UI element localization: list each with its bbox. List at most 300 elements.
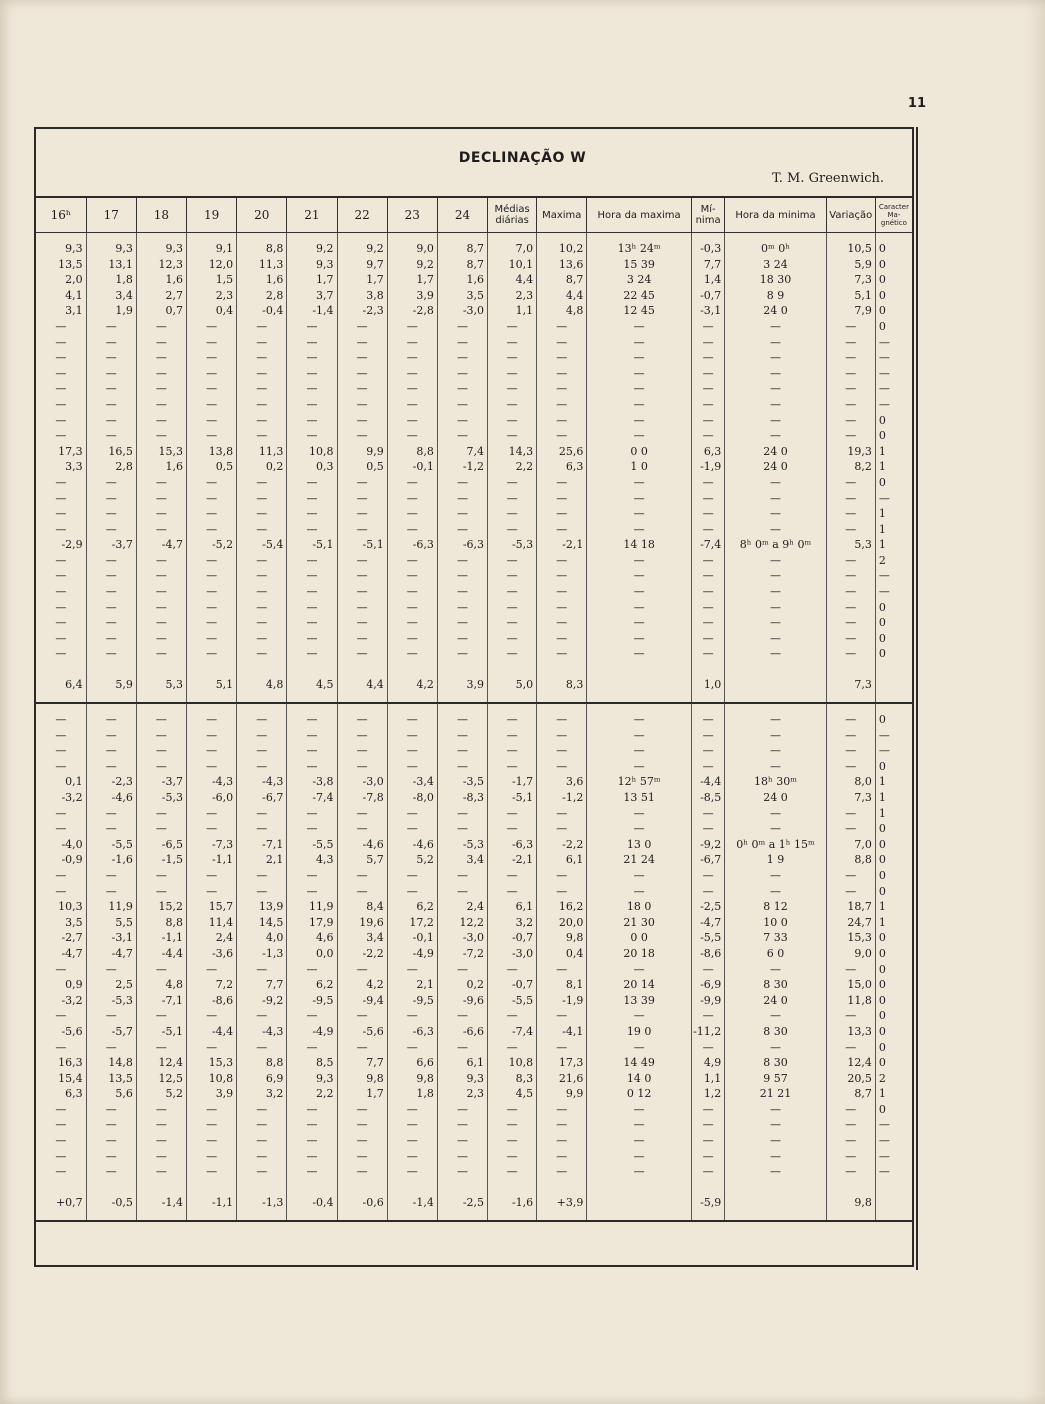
table-cell: — [587,428,692,444]
table-cell: — [691,1008,724,1024]
table-cell: — [587,381,692,397]
table-cell: — [725,319,826,335]
table-cell: — [488,806,537,822]
table-cell: — [587,1133,692,1149]
table-cell: -7,2 [437,946,487,962]
table-cell: 7,0 [826,837,875,853]
table-cell: 0,2 [437,977,487,993]
table-cell: — [537,962,587,978]
table-cell: 12ʰ 57ᵐ [587,774,692,790]
table-cell: 1,8 [86,272,136,288]
table-cell: 18 0 [587,899,692,915]
table-cell: — [488,397,537,413]
table-body [36,233,912,1221]
table-cell: 15,3 [826,930,875,946]
table-cell: — [587,712,692,728]
table-cell: 4,3 [287,852,337,868]
table-cell: — [725,553,826,569]
table-cell: 0,4 [537,946,587,962]
spacer-cell [136,703,186,712]
table-cell: — [437,868,487,884]
table-cell: — [55,413,67,427]
table-cell: 0 [875,868,912,884]
table-row [36,1133,912,1149]
table-cell: — [437,397,487,413]
table-row [36,350,912,366]
table-cell: — [826,821,875,837]
table-cell: — [826,1149,875,1165]
table-row [36,1086,912,1102]
table-row [36,303,912,319]
table-cell: — [187,584,237,600]
table-cell: — [287,491,337,507]
table-cell: — [537,646,587,662]
table-cell: — [287,631,337,647]
table-row [36,568,912,584]
table-cell: -3,0 [437,303,487,319]
table-cell: — [337,646,387,662]
table-cell: — [387,319,437,335]
table-cell: 14 18 [587,537,692,553]
table-cell: 0 [875,303,912,319]
table-row [36,1008,912,1024]
table-cell: 2,0 [65,273,83,287]
table-cell: — [488,366,537,382]
table-cell [725,1186,826,1221]
column-header: Variação [826,197,875,233]
table-cell: -5,6 [337,1024,387,1040]
table-cell: 16,3 [58,1056,83,1070]
table-cell: — [537,1164,587,1180]
table-cell: — [437,1149,487,1165]
table-cell: 24,7 [826,915,875,931]
table-cell: 4,8 [537,303,587,319]
table-cell: — [55,351,67,365]
table-cell: -6,3 [387,1024,437,1040]
table-cell: -2,8 [387,303,437,319]
table-cell: — [387,646,437,662]
table-cell: — [691,600,724,616]
table-cell: -7,1 [136,993,186,1009]
table-cell: — [337,1117,387,1133]
table-cell: — [136,728,186,744]
table-cell: — [488,1008,537,1024]
table-cell: 3,8 [337,288,387,304]
table-cell: 11,4 [187,915,237,931]
table-cell: — [691,728,724,744]
table-cell: 1,7 [287,272,337,288]
table-cell: — [488,884,537,900]
table-cell: — [237,366,287,382]
table-cell: — [136,553,186,569]
table-cell: — [187,1149,237,1165]
table-cell: — [387,568,437,584]
table-cell: -0,3 [691,241,724,257]
table-cell: — [875,491,912,507]
table-cell: — [488,1164,537,1180]
table-cell: — [387,806,437,822]
table-row [36,475,912,491]
table-cell: -4,4 [136,946,186,962]
table-cell: 0,7 [136,303,186,319]
table-cell: — [237,428,287,444]
table-cell: -2,1 [537,537,587,553]
table-row [36,319,912,335]
table-cell: — [826,1008,875,1024]
table-cell: — [691,397,724,413]
table-cell: 3,2 [488,915,537,931]
table-cell: — [691,821,724,837]
table-cell: 4,8 [136,977,186,993]
table-cell: -4,9 [287,1024,337,1040]
spacer-cell [36,233,86,242]
table-cell: — [86,413,136,429]
table-cell: 0 [875,977,912,993]
table-row [36,522,912,538]
table-cell: -1,6 [86,852,136,868]
table-cell: 4,2 [337,977,387,993]
table-cell: 2,2 [287,1086,337,1102]
table-cell: — [537,428,587,444]
table-cell: — [187,631,237,647]
table-cell: — [387,335,437,351]
table-cell: — [337,553,387,569]
table-cell: 4,5 [488,1086,537,1102]
table-cell: 0 0 [587,930,692,946]
spacer-cell [691,703,724,712]
table-cell: — [691,1149,724,1165]
table-cell: — [86,428,136,444]
table-cell: — [437,821,487,837]
table-cell: — [587,584,692,600]
table-cell: — [337,428,387,444]
table-cell: — [86,600,136,616]
table-cell: — [55,382,67,396]
table-cell: 9,2 [287,241,337,257]
table-cell: -7,1 [237,837,287,853]
table-cell: — [587,1102,692,1118]
table-cell: — [86,728,136,744]
table-cell: — [826,728,875,744]
table-cell: — [826,1133,875,1149]
table-cell: — [691,553,724,569]
table-cell: — [337,712,387,728]
table-cell: — [387,381,437,397]
spacer-cell [488,703,537,712]
table-row [36,899,912,915]
table-cell: — [337,584,387,600]
table-cell: — [237,1164,287,1180]
column-header: 24 [437,197,487,233]
table-cell: — [587,1164,692,1180]
table-cell: 14,5 [237,915,287,931]
table-cell: — [237,522,287,538]
table-cell: — [287,568,337,584]
table-cell: 10,8 [287,444,337,460]
table-cell: -6,3 [488,837,537,853]
table-cell: +0,7 [36,1186,86,1221]
spacer-cell [437,233,487,242]
table-cell: 5,0 [488,668,537,703]
table-cell: — [488,646,537,662]
table-cell: — [725,728,826,744]
table-cell: — [136,1040,186,1056]
table-cell: 2,5 [86,977,136,993]
table-cell: 1 [875,899,912,915]
table-cell: — [437,884,487,900]
table-cell: -8,5 [691,790,724,806]
table-cell: -5,5 [86,837,136,853]
table-cell: 4,2 [387,668,437,703]
table-cell: — [187,397,237,413]
table-cell: — [337,366,387,382]
table-cell: 5,9 [86,668,136,703]
table-cell: — [725,522,826,538]
table-cell: 2,8 [86,459,136,475]
table-cell: — [587,522,692,538]
table-cell: — [437,584,487,600]
table-cell: — [187,1102,237,1118]
table-cell: -3,4 [387,774,437,790]
table-cell: — [537,1133,587,1149]
table-cell: — [437,962,487,978]
table-cell: — [691,584,724,600]
table-cell: 0,2 [237,459,287,475]
table-row [36,631,912,647]
table-cell: — [187,366,237,382]
table-cell: — [337,475,387,491]
table-cell: — [187,1008,237,1024]
table-cell: 12,4 [826,1055,875,1071]
table-cell: — [136,522,186,538]
table-cell: — [826,584,875,600]
table-cell: — [337,1008,387,1024]
table-cell: — [237,584,287,600]
table-cell: 0 [875,428,912,444]
table-cell: -5,6 [61,1024,83,1038]
table-cell: 1 [875,444,912,460]
table-cell: 15,3 [136,444,186,460]
table-cell: 6,1 [488,899,537,915]
table-cell: — [55,1118,67,1132]
table-cell: — [387,475,437,491]
spacer-cell [437,703,487,712]
table-cell: 8,8 [237,241,287,257]
table-cell: — [537,1149,587,1165]
table-row [36,837,912,853]
table-cell: — [387,728,437,744]
table-cell: — [136,366,186,382]
table-cell: — [287,1040,337,1056]
table-cell: 15,7 [187,899,237,915]
table-cell: 5,7 [337,852,387,868]
table-cell: 21 24 [587,852,692,868]
table-cell: — [55,868,67,882]
table-cell: 14,8 [86,1055,136,1071]
table-cell: — [488,631,537,647]
table-cell: 8 30 [725,977,826,993]
table-cell: — [86,381,136,397]
spacer-cell [488,233,537,242]
table-cell: 1,8 [387,1086,437,1102]
table-cell: — [86,475,136,491]
table-cell: -3,8 [287,774,337,790]
table-row [36,537,912,553]
table-cell: — [875,381,912,397]
table-cell: — [387,962,437,978]
table-cell: -6,7 [691,852,724,868]
table-cell: 2 [875,553,912,569]
table-cell: 13,6 [537,257,587,273]
spacer-cell [86,703,136,712]
table-cell: — [587,1040,692,1056]
table-cell: — [187,600,237,616]
table-cell: — [337,522,387,538]
table-cell: — [287,868,337,884]
table-cell: — [725,821,826,837]
table-cell: — [826,568,875,584]
table-cell: 3,9 [437,668,487,703]
table-cell: -5,1 [287,537,337,553]
table-cell: -7,3 [187,837,237,853]
table-cell: 8,7 [537,272,587,288]
table-cell: — [237,568,287,584]
table-cell: — [488,600,537,616]
table-cell: -1,4 [287,303,337,319]
table-cell: — [136,884,186,900]
table-cell: — [387,584,437,600]
table-row [36,930,912,946]
table-cell: — [387,884,437,900]
table-cell: — [136,319,186,335]
table-cell: — [237,491,287,507]
table-cell: — [55,884,67,898]
table-cell: — [826,1102,875,1118]
table-cell: — [86,553,136,569]
table-cell: 10,5 [826,241,875,257]
table-cell: 25,6 [537,444,587,460]
table-cell: — [437,506,487,522]
table-cell: — [387,600,437,616]
table-cell: — [437,631,487,647]
table-cell: — [287,615,337,631]
table-cell: — [187,506,237,522]
table-row [36,1149,912,1165]
table-cell: -5,3 [488,537,537,553]
table-cell: — [337,884,387,900]
table-cell: -1,4 [387,1186,437,1221]
table-row [36,459,912,475]
spacer-cell [337,703,387,712]
table-cell: 12 45 [587,303,692,319]
table-cell: — [287,506,337,522]
table-cell: 4,9 [691,1055,724,1071]
table-cell: 24 0 [725,303,826,319]
spacer-cell [537,233,587,242]
table-cell: 4,5 [287,668,337,703]
table-cell: — [387,1008,437,1024]
table-cell: — [86,584,136,600]
table-cell: — [826,962,875,978]
table-cell: — [488,1117,537,1133]
table-cell: -1,1 [136,930,186,946]
table-cell: — [488,428,537,444]
table-cell: — [537,319,587,335]
table-cell: — [337,868,387,884]
column-header: 18 [136,197,186,233]
table-cell: 3,9 [387,288,437,304]
table-cell: -3,1 [691,303,724,319]
table-cell: — [587,743,692,759]
table-cell: — [136,1102,186,1118]
table-cell: 1,7 [387,272,437,288]
table-row [36,1055,912,1071]
table-cell: — [187,743,237,759]
table-cell: — [287,712,337,728]
table-cell: 21 30 [587,915,692,931]
table-cell: — [136,743,186,759]
table-cell: -4,3 [187,774,237,790]
table-cell: 6,1 [537,852,587,868]
table-cell: — [55,1040,67,1054]
table-cell: — [537,712,587,728]
table-cell: -5,9 [691,1186,724,1221]
table-cell: — [237,728,287,744]
table-cell: — [337,1164,387,1180]
table-cell: 6,3 [65,1087,83,1101]
table-cell: 5,5 [86,915,136,931]
table-cell: — [337,821,387,837]
table-cell: — [55,1009,67,1023]
table-cell: 6,6 [387,1055,437,1071]
table-cell: — [287,413,337,429]
table-cell: 7,4 [437,444,487,460]
table-cell: 5,2 [387,852,437,868]
table-cell: 2,4 [437,899,487,915]
table-cell: — [86,615,136,631]
table-cell: — [587,1149,692,1165]
table-cell: — [725,1117,826,1133]
table-cell: 8 30 [725,1024,826,1040]
table-cell: — [387,868,437,884]
table-cell: — [187,1040,237,1056]
table-cell: -2,5 [437,1186,487,1221]
table-cell: 1,7 [337,272,387,288]
table-cell: 1 [875,774,912,790]
table-cell: — [826,712,875,728]
table-cell: — [725,475,826,491]
table-cell: +3,9 [537,1186,587,1221]
table-cell: 14 0 [587,1071,692,1087]
table-cell: — [337,335,387,351]
table-cell: — [86,319,136,335]
table-cell: — [237,1133,287,1149]
table-cell: — [337,397,387,413]
table-cell: — [537,522,587,538]
table-cell: — [725,335,826,351]
table-cell: — [86,806,136,822]
table-row [36,1117,912,1133]
spacer-cell [86,233,136,242]
spacer-cell [136,233,186,242]
table-cell: — [725,568,826,584]
table-cell: 0 [875,631,912,647]
table-cell: -5,4 [237,537,287,553]
table-cell: 6,3 [537,459,587,475]
table-cell: 3,9 [187,1086,237,1102]
table-cell: — [387,491,437,507]
table-cell: — [287,759,337,775]
